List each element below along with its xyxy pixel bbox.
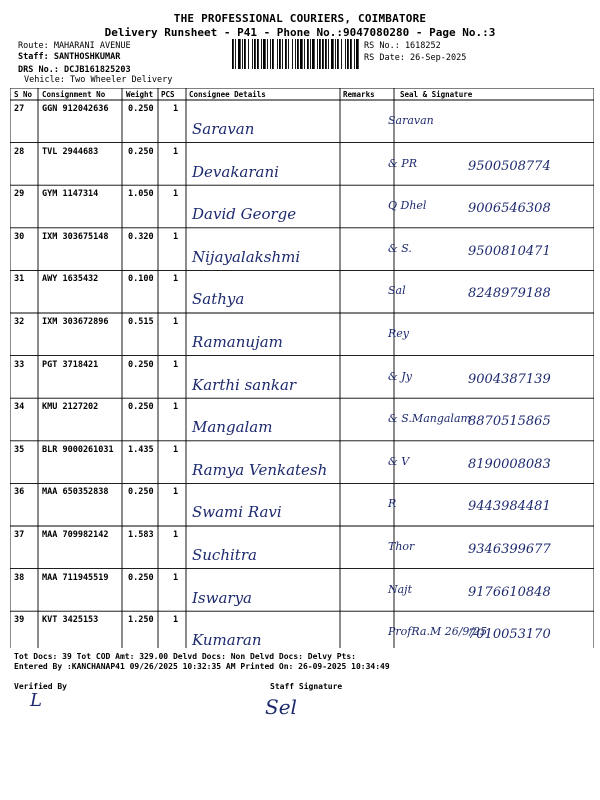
rs-number: RS No.: 1618252 — [364, 41, 441, 51]
row-consignment: PGT 3718421 — [42, 359, 99, 370]
barcode-bar — [322, 39, 324, 69]
barcode-bar — [270, 39, 271, 69]
barcode-bar — [317, 39, 318, 69]
row-pcs: 1 — [173, 189, 179, 200]
row-pcs: 1 — [173, 104, 179, 114]
barcode-bar — [261, 39, 262, 69]
row-weight: 1.050 — [128, 189, 154, 200]
staff-signature-label: Staff Signature — [270, 682, 343, 691]
col-consignment: Consignment No — [42, 90, 106, 99]
row-signature: R — [388, 497, 397, 511]
row-consignment: KVT 3425153 — [42, 615, 99, 626]
barcode-bar — [310, 39, 311, 69]
row-pcs: 1 — [173, 615, 179, 626]
staff-label: Staff: SANTHOSHKUMAR — [18, 52, 121, 62]
staff-handwritten-signature: Sel — [265, 695, 297, 719]
col-weight: Weight — [126, 90, 154, 99]
barcode-bar — [312, 39, 315, 69]
row-sno: 30 — [14, 231, 25, 242]
barcode-bar — [341, 39, 342, 69]
row-sno: 29 — [14, 189, 25, 200]
barcode-image — [232, 39, 360, 69]
row-sno: 27 — [14, 104, 25, 114]
row-pcs: 1 — [173, 231, 179, 242]
row-weight: 1.435 — [128, 444, 154, 455]
col-seal-signature: Seal & Signature — [400, 90, 473, 99]
row-consignment: GYM 1147314 — [42, 189, 99, 200]
row-sno: 31 — [14, 274, 25, 285]
row-sno: 39 — [14, 615, 25, 626]
row-signature: Najt — [388, 582, 413, 596]
col-consignee: Consignee Details — [189, 90, 266, 99]
row-weight: 1.583 — [128, 530, 154, 540]
barcode-bar — [288, 39, 289, 69]
row-consignee-name: Iswarya — [192, 588, 252, 607]
row-phone: 9500508774 — [468, 158, 551, 174]
verified-signature: L — [30, 690, 42, 711]
row-phone: 9346399677 — [468, 542, 551, 557]
row-signature: ProfRa.M 26/9/25 — [388, 625, 488, 639]
row-signature: Thor — [388, 540, 415, 553]
row-consignee-name: Ramya Venkatesh — [192, 460, 328, 479]
row-consignment: IXM 303672896 — [42, 317, 109, 327]
row-consignee-name: Nijayalakshmi — [192, 247, 301, 266]
row-phone: 8870515865 — [468, 414, 551, 430]
row-signature: & V — [388, 454, 410, 468]
row-consignment: MAA 711945519 — [42, 572, 109, 583]
barcode-bar — [285, 39, 287, 69]
row-consignee-name: Karthi sankar — [192, 375, 297, 394]
company-title: THE PROFESSIONAL COURIERS, COIMBATORE — [173, 12, 427, 25]
row-phone: 9500810471 — [468, 243, 551, 259]
barcode-bar — [354, 39, 355, 69]
drs-number: DRS No.: DCJB161825203 — [18, 65, 131, 75]
row-phone: 8248979188 — [468, 286, 551, 302]
barcode-bar — [282, 39, 283, 69]
row-weight: 0.515 — [128, 317, 154, 327]
barcode-bar — [295, 39, 296, 69]
barcode-bar — [356, 39, 359, 69]
row-consignment: BLR 9000261031 — [42, 444, 114, 455]
barcode-bar — [263, 39, 266, 69]
barcode-bar — [272, 39, 274, 69]
row-consignee-name: Kumaran — [192, 631, 262, 650]
barcode-bar — [244, 39, 246, 69]
row-weight: 0.250 — [128, 487, 154, 498]
rs-date: RS Date: 26-Sep-2025 — [364, 53, 467, 63]
barcode-bar — [328, 39, 329, 69]
row-signature: & S.Mangalam — [388, 412, 471, 426]
row-consignee-name: Saravan — [192, 120, 255, 138]
vehicle-label: Vehicle: Two Wheeler Delivery — [24, 75, 173, 85]
row-consignee-name: Sathya — [192, 290, 245, 309]
row-sno: 36 — [14, 487, 25, 498]
row-weight: 0.250 — [128, 359, 154, 370]
row-pcs: 1 — [173, 402, 179, 413]
barcode-bar — [350, 39, 352, 69]
row-phone: 9176610848 — [468, 584, 551, 600]
row-phone: 9006546308 — [468, 201, 551, 217]
row-sno: 33 — [14, 359, 25, 370]
barcode-bar — [307, 39, 309, 69]
row-weight: 1.250 — [128, 615, 154, 626]
col-pcs: PCS — [161, 90, 175, 99]
barcode-bar — [232, 39, 234, 69]
barcode-bar — [279, 39, 281, 69]
row-weight: 0.250 — [128, 402, 154, 413]
row-weight: 0.250 — [128, 572, 154, 583]
barcode-bar — [335, 39, 336, 69]
row-weight: 0.250 — [128, 104, 154, 114]
row-weight: 0.100 — [128, 274, 154, 285]
row-signature: Q Dhel — [388, 199, 427, 213]
row-consignment: KMU 2127202 — [42, 402, 99, 413]
row-signature: & PR — [388, 156, 417, 170]
row-phone: 8190008083 — [468, 456, 551, 472]
row-pcs: 1 — [173, 444, 179, 455]
entered-by-line: Entered By :KANCHANAP41 09/26/2025 10:32:35 AM Printed On: 26-09-2025 10:34:49 — [14, 662, 390, 671]
barcode-bar — [292, 39, 293, 69]
row-pcs: 1 — [173, 487, 179, 498]
row-weight: 0.250 — [128, 146, 154, 157]
col-remarks: Remarks — [343, 90, 375, 99]
row-weight: 0.320 — [128, 231, 154, 242]
barcode-bar — [252, 39, 253, 69]
barcode-bar — [297, 39, 299, 69]
barcode-bar — [345, 39, 346, 69]
barcode-bar — [331, 39, 334, 69]
route-label: Route: MAHARANI AVENUE — [18, 41, 131, 51]
barcode-bar — [257, 39, 259, 69]
barcode-bar — [304, 39, 305, 69]
row-pcs: 1 — [173, 274, 179, 285]
row-consignment: GGN 912042636 — [42, 104, 109, 114]
row-signature: Saravan — [388, 114, 434, 127]
row-consignment: MAA 709982142 — [42, 530, 109, 540]
barcode-bar — [254, 39, 256, 69]
row-consignment: TVL 2944683 — [42, 146, 99, 157]
barcode-bar — [242, 39, 243, 69]
barcode-bar — [238, 39, 241, 69]
barcode-bar — [325, 39, 327, 69]
row-consignment: IXM 303675148 — [42, 231, 109, 242]
row-consignee-name: Swami Ravi — [192, 503, 282, 522]
barcode-bar — [337, 39, 339, 69]
runsheet-subtitle: Delivery Runsheet - P41 - Phone No.:9047080280 - Page No.:3 — [104, 26, 496, 39]
row-sno: 38 — [14, 572, 25, 583]
row-phone: 9004387139 — [468, 371, 551, 387]
row-consignee-name: Ramanujam — [192, 333, 283, 351]
row-pcs: 1 — [173, 572, 179, 583]
row-consignee-name: Mangalam — [192, 418, 273, 437]
row-consignment: MAA 650352838 — [42, 487, 109, 498]
row-pcs: 1 — [173, 359, 179, 370]
row-consignment: AWY 1635432 — [42, 274, 99, 285]
row-consignee-name: David George — [192, 205, 297, 224]
row-signature: Rey — [388, 327, 410, 340]
row-phone: 9443984481 — [468, 499, 551, 515]
row-signature: & S. — [388, 241, 412, 255]
row-sno: 28 — [14, 146, 25, 157]
row-signature: & Jy — [388, 369, 412, 383]
verified-by-label: Verified By — [14, 682, 67, 691]
totals-line: Tot Docs: 39 Tot COD Amt: 329.00 Delvd Docs: Non Delvd Docs: Delvy Pts: — [14, 652, 356, 661]
row-signature: Sal — [388, 284, 406, 298]
barcode-bar — [235, 39, 236, 69]
row-sno: 35 — [14, 444, 25, 455]
row-sno: 34 — [14, 402, 25, 413]
row-pcs: 1 — [173, 317, 179, 327]
row-consignee-name: Devakarani — [192, 162, 279, 181]
row-sno: 37 — [14, 530, 25, 540]
barcode-bar — [347, 39, 349, 69]
row-pcs: 1 — [173, 146, 179, 157]
row-sno: 32 — [14, 317, 25, 327]
row-consignee-name: Suchitra — [192, 546, 257, 564]
barcode-bar — [277, 39, 278, 69]
col-sno: S No — [14, 90, 33, 99]
barcode-bar — [300, 39, 303, 69]
row-phone: 7010053170 — [468, 627, 551, 643]
row-pcs: 1 — [173, 530, 179, 540]
barcode-bar — [248, 39, 249, 69]
barcode-bar — [319, 39, 321, 69]
barcode-bar — [267, 39, 268, 69]
